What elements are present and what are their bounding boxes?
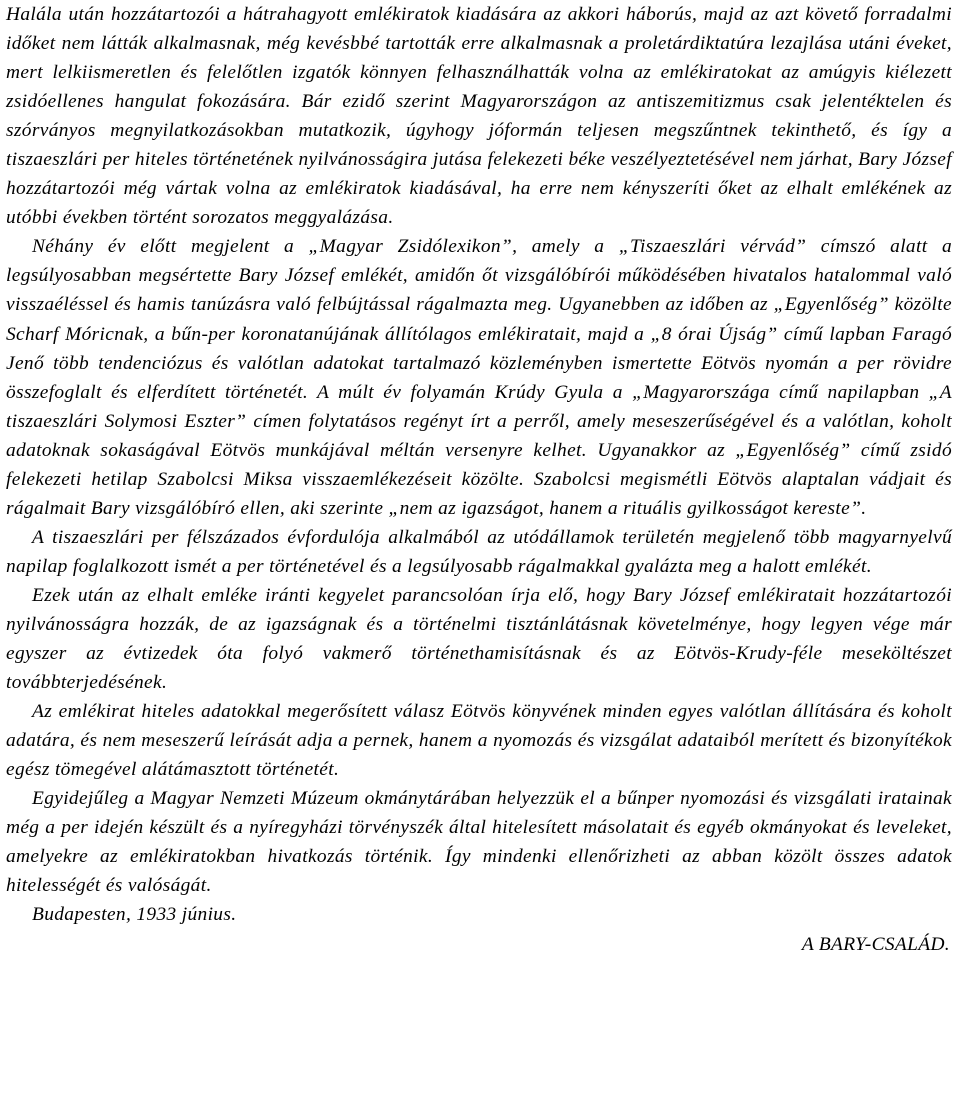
paragraph-2: Néhány év előtt megjelent a „Magyar Zsidólexikon”, amely a „Tiszaeszlári vérvád” címszó alatt a legsúlyosabban megsértette Bary József emlékét, amidőn őt vizsgálóbírói működésében hivatalos hatalommal való visszaéléssel és hamis tanúzásra való felbújtással rágalmazta meg. Ugyanebben az időben az „Egyenlőség” közölte Scharf Móricnak, a bűn-per koronatanújának állítólagos emlékiratait, majd a „8 órai Újság” című lapban Faragó Jenő több tendenciózus és valótlan adatokat tartalmazó közleményben ismertette Eötvös nyomán a per rövidre összefoglalt és elferdített történetét. A múlt év folyamán Krúdy Gyula a „Magyarországa című napilapban „A tiszaeszlári Solymosi Eszter” címen folytatásos regényt írt a perről, amely meseszerűségével és a valótlan, koholt adatoknak sokaságával Eötvös munkájával méltán versenyre kelhet. Ugyanakkor az „Egyenlőség” című zsidó felekezeti hetilap Szabolcsi Miksa visszaemlékezéseit közölte. Szabolcsi megismétli Eötvös alaptalan vádjait és rágalmait Bary vizsgálóbíró ellen, aki szerinte „nem az igazságot, hanem a rituális gyilkosságot kereste”. [6,236,952,519]
paragraph-4: Ezek után az elhalt emléke iránti kegyelet parancsolóan írja elő, hogy Bary József emlékiratait hozzátartozói nyilvánosságra hozzák, de az igazságnak és a történelmi tisztánlátásnak követelménye, hogy legyen vége már egyszer az évtizedek óta folyó vakmerő történethamisításnak és az Eötvös-Krudy-féle meseköltészet továbbterjedésének. [6,584,952,694]
signature: A BARY-CSALÁD. [801,933,950,955]
paragraph-3: A tiszaeszlári per félszázados évfordulója alkalmából az utódállamok területén megjelenő több magyarnyelvű napilap foglalkozott ismét a per történetével és a legsúlyosabb rágalmakkal gyalázta meg a halott emlékét. [6,526,952,577]
paragraph-5: Az emlékirat hiteles adatokkal megerősített válasz Eötvös könyvének minden egyes valótlan állítására és koholt adatára, és nem meseszerű leírását adja a pernek, hanem a nyomozás és vizsgálat adataiból merített és bizonyítékok egész tömegével alátámasztott történetét. [6,701,952,781]
paragraph-1: Halála után hozzátartozói a hátrahagyott emlékiratok kiadására az akkori háborús, majd az azt követő forradalmi időket nem látták alkalmasnak, még kevésbbé tartották erre alkalmasnak a proletárdiktatúra lezajlása utáni éveket, mert lelkiismeretlen és felelőtlen izgatók könnyen felhasználhatták volna az emlékiratokat az amúgyis kiélezett zsidóellenes hangulat fokozására. Bár ezidő szerint Magyarországon az antiszemitizmus csak jelentéktelen és szórványos megnyilatkozásokban mutatkozik, úgyhogy jóformán teljesen megszűntnek tekinthető, és így a tiszaeszlári per hiteles történetének nyilvánosságira jutása felekezeti béke veszélyeztetésével nem járhat, Bary József hozzátartozói még vártak volna az emlékiratok kiadásával, ha erre nem kényszeríti őket az elhalt emlékének az utóbbi években történt sorozatos meggyalázása. [6,4,952,229]
document-page [6,0,952,959]
paragraph-6: Egyidejűleg a Magyar Nemzeti Múzeum okmánytárában helyezzük el a bűnper nyomozási és vizsgálati iratainak még a per idején készült és a nyíregyházi törvényszék által hitelesített másolatait és egyéb okmányokat és leveleket, amelyekre az emlékiratokban hivatkozás történik. Így mindenki ellenőrizheti az abban közölt összes adatok hitelességét és valóságát. [6,788,952,897]
place-date: Budapesten, 1933 június. [32,904,237,926]
